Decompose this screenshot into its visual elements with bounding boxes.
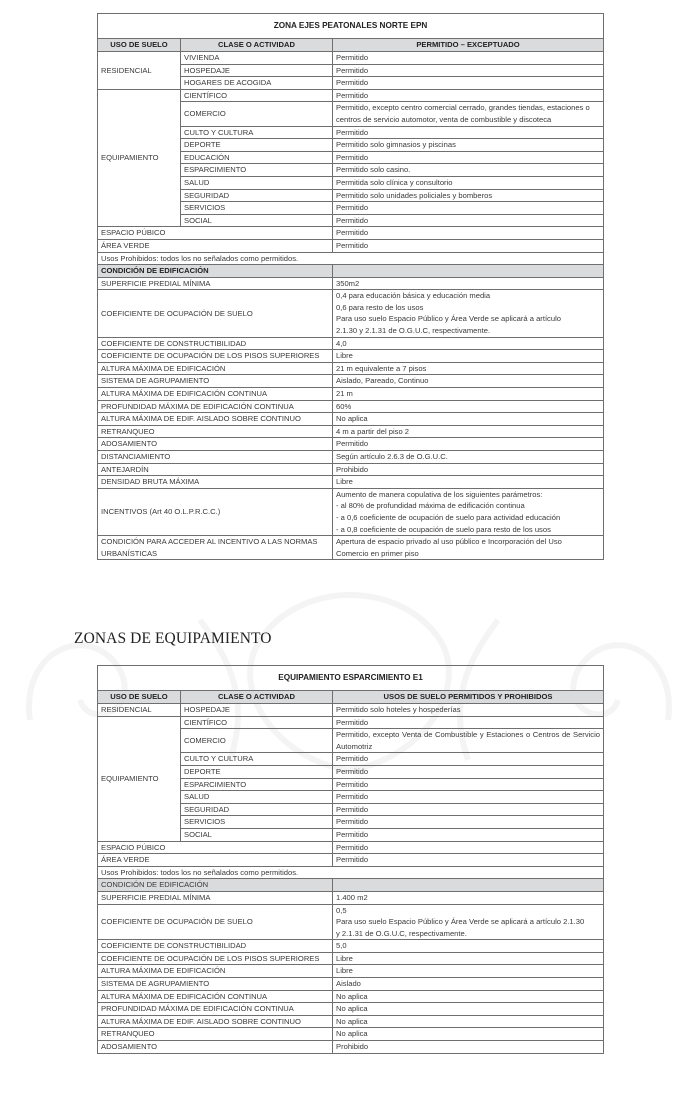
clase-cell: CIENTÍFICO — [181, 89, 333, 102]
table-row — [98, 89, 604, 102]
usos-prohibidos-note: Usos Prohibidos: todos los no señalados como permitidos. — [98, 252, 604, 265]
valor-cell: Permitido — [333, 816, 604, 829]
table-row — [98, 425, 604, 438]
table-row — [98, 476, 604, 489]
table-row — [98, 716, 604, 729]
clase-cell: SERVICIOS — [181, 816, 333, 829]
cond-label: COEFICIENTE DE CONSTRUCTIBILIDAD — [98, 337, 333, 350]
cond-label: ALTURA MÁXIMA DE EDIF. AISLADO SOBRE CONTINUO — [98, 1015, 333, 1028]
valor-cell: Permitido — [333, 791, 604, 804]
table-row — [98, 350, 604, 363]
table-row — [98, 400, 604, 413]
clase-cell: EDUCACIÓN — [181, 151, 333, 164]
clase-cell: DEPORTE — [181, 765, 333, 778]
zoning-table-ejes-peatonales — [97, 13, 604, 560]
valor-cell: Permitido — [333, 89, 604, 102]
valor-cell: Permitido — [333, 214, 604, 227]
cond-value: Libre — [333, 476, 604, 489]
cond-label: DISTANCIAMIENTO — [98, 451, 333, 464]
column-header-clase: CLASE O ACTIVIDAD — [181, 39, 333, 52]
cond-label: INCENTIVOS (Art 40 O.L.P.R.C.C.) — [98, 488, 333, 535]
clase-cell: ESPARCIMIENTO — [181, 778, 333, 791]
valor-cell: Permitido solo gimnasios y piscinas — [333, 139, 604, 152]
cond-label: SUPERFICIE PREDIAL MÍNIMA — [98, 891, 333, 904]
table-row — [98, 978, 604, 991]
table-title: EQUIPAMIENTO ESPARCIMIENTO E1 — [98, 666, 604, 691]
cond-value-line: Aumento de manera copulativa de los siguientes parámetros: — [336, 489, 543, 499]
cond-value-line: Para uso suelo Espacio Público y Área Verde se aplicará a artículo 2.1.30 — [336, 917, 585, 927]
cond-value: No aplica — [333, 1015, 604, 1028]
column-header-usos: USOS DE SUELO PERMITIDOS Y PROHIBIDOS — [333, 691, 604, 704]
cond-value: Prohibido — [333, 1041, 604, 1054]
condicion-header: CONDICIÓN DE EDIFICACIÓN — [98, 265, 333, 278]
cond-value-line: Comercio en primer piso — [336, 548, 419, 558]
cond-value-line: 0,5 — [336, 905, 347, 915]
valor-cell: Permitido solo hoteles y hospederías — [333, 704, 604, 717]
clase-cell: CULTO Y CULTURA — [181, 126, 333, 139]
table-row — [98, 227, 604, 240]
column-header-clase: CLASE O ACTIVIDAD — [181, 691, 333, 704]
valor-cell: Permitido — [333, 202, 604, 215]
cond-label: RETRANQUEO — [98, 425, 333, 438]
valor-cell: Permitido — [333, 753, 604, 766]
cond-value: Permitido — [333, 438, 604, 451]
table-row — [98, 413, 604, 426]
table-row — [98, 463, 604, 476]
cond-value: Según artículo 2.6.3 de O.G.U.C. — [333, 451, 604, 464]
cond-label: SUPERFICIE PREDIAL MÍNIMA — [98, 277, 333, 290]
uso-area-verde: ÁREA VERDE — [98, 854, 333, 867]
clase-cell: SERVICIOS — [181, 202, 333, 215]
clase-cell: SOCIAL — [181, 214, 333, 227]
cond-value — [333, 536, 604, 560]
cond-value: 1.400 m2 — [333, 891, 604, 904]
clase-cell: DEPORTE — [181, 139, 333, 152]
uso-area-verde: ÁREA VERDE — [98, 239, 333, 252]
cond-value: 4 m a partir del piso 2 — [333, 425, 604, 438]
cond-value: No aplica — [333, 413, 604, 426]
cond-label: ALTURA MÁXIMA DE EDIF. AISLADO SOBRE CONTINUO — [98, 413, 333, 426]
cond-value: 21 m — [333, 388, 604, 401]
cond-label: COEFICIENTE DE OCUPACIÓN DE SUELO — [98, 904, 333, 940]
cond-label: RETRANQUEO — [98, 1028, 333, 1041]
cond-value-line: - al 80% de profundidad máxima de edificación continua — [336, 501, 525, 511]
clase-cell: SOCIAL — [181, 828, 333, 841]
clase-cell: VIVIENDA — [181, 52, 333, 65]
zoning-table-esparcimiento-e1 — [97, 665, 604, 1054]
table-row — [98, 362, 604, 375]
clase-cell: HOSPEDAJE — [181, 64, 333, 77]
clase-cell: COMERCIO — [181, 729, 333, 753]
cond-value-line: 2.1.30 y 2.1.31 de O.G.U.C, respectivamente. — [336, 326, 491, 336]
column-header-uso: USO DE SUELO — [98, 691, 181, 704]
uso-espacio-publico: ESPACIO PÚBICO — [98, 841, 333, 854]
table-row — [98, 891, 604, 904]
cond-value: No aplica — [333, 990, 604, 1003]
usos-prohibidos-note: Usos Prohibidos: todos los no señalados como permitidos. — [98, 866, 604, 879]
clase-cell: CULTO Y CULTURA — [181, 753, 333, 766]
valor-cell: Permitido — [333, 239, 604, 252]
valor-cell: Permitido, excepto Venta de Combustible y Estaciones o Centros de Servicio Automotriz — [333, 729, 604, 753]
cond-value-line: - a 0,6 coeficiente de ocupación de suelo para actividad educación — [336, 512, 561, 522]
cond-label-line: CONDICIÓN PARA ACCEDER AL INCENTIVO A LAS NORMAS — [101, 537, 318, 547]
cond-label-line: URBANÍSTICAS — [101, 548, 158, 558]
cond-value-line: - a 0,8 coeficiente de ocupación de suelo para resto de los usos — [336, 524, 551, 534]
uso-residencial: RESIDENCIAL — [98, 52, 181, 90]
valor-cell: Permitido — [333, 227, 604, 240]
uso-equipamiento: EQUIPAMIENTO — [98, 89, 181, 227]
valor-cell: Permitido — [333, 64, 604, 77]
table-row — [98, 940, 604, 953]
valor-cell: Permitido — [333, 77, 604, 90]
clase-cell: SEGURIDAD — [181, 189, 333, 202]
cond-value-line: 0,4 para educación básica y educación media — [336, 291, 491, 301]
cond-value: Prohibido — [333, 463, 604, 476]
cond-value-line: 0,6 para resto de los usos — [336, 302, 424, 312]
table-row — [98, 451, 604, 464]
table-row — [98, 841, 604, 854]
uso-equipamiento: EQUIPAMIENTO — [98, 716, 181, 841]
uso-espacio-publico: ESPACIO PÚBICO — [98, 227, 333, 240]
condicion-header-row — [98, 879, 604, 892]
cond-label: DENSIDAD BRUTA MÁXIMA — [98, 476, 333, 489]
condicion-header-row — [98, 265, 604, 278]
cond-label: ALTURA MÁXIMA DE EDIFICACIÓN — [98, 965, 333, 978]
clase-cell: HOSPEDAJE — [181, 704, 333, 717]
valor-cell: Permitido — [333, 854, 604, 867]
cond-value: Libre — [333, 952, 604, 965]
table-row — [98, 1003, 604, 1016]
valor-cell: Permitido — [333, 778, 604, 791]
valor-cell: Permitido — [333, 126, 604, 139]
cond-label — [98, 536, 333, 560]
cond-label: ANTEJARDÍN — [98, 463, 333, 476]
clase-cell: SALUD — [181, 176, 333, 189]
cond-label: ALTURA MÁXIMA DE EDIFICACIÓN CONTINUA — [98, 990, 333, 1003]
table-row — [98, 904, 604, 940]
cond-value: 5,0 — [333, 940, 604, 953]
table-row — [98, 965, 604, 978]
cond-label: COEFICIENTE DE CONSTRUCTIBILIDAD — [98, 940, 333, 953]
cond-label: ADOSAMIENTO — [98, 438, 333, 451]
cond-value: No aplica — [333, 1003, 604, 1016]
table-row — [98, 252, 604, 265]
table-row — [98, 1015, 604, 1028]
table-row — [98, 52, 604, 65]
uso-residencial: RESIDENCIAL — [98, 704, 181, 717]
table-row — [98, 704, 604, 717]
table-row — [98, 854, 604, 867]
valor-cell: Permitido — [333, 803, 604, 816]
column-header-permitido: PERMITIDO – EXCEPTUADO — [333, 39, 604, 52]
valor-cell: Permitido — [333, 151, 604, 164]
table-row — [98, 952, 604, 965]
table-row — [98, 990, 604, 1003]
cond-value — [333, 488, 604, 535]
condicion-header-empty — [333, 265, 604, 278]
table-row — [98, 239, 604, 252]
valor-cell: Permitido solo unidades policiales y bomberos — [333, 189, 604, 202]
column-header-uso: USO DE SUELO — [98, 39, 181, 52]
cond-label: COEFICIENTE DE OCUPACIÓN DE LOS PISOS SUPERIORES — [98, 350, 333, 363]
clase-cell: COMERCIO — [181, 102, 333, 126]
cond-label: SISTEMA DE AGRUPAMIENTO — [98, 978, 333, 991]
cond-value: 4,0 — [333, 337, 604, 350]
clase-cell: SEGURIDAD — [181, 803, 333, 816]
clase-cell: SALUD — [181, 791, 333, 804]
section-heading: ZONAS DE EQUIPAMIENTO — [74, 630, 272, 647]
cond-value: Libre — [333, 350, 604, 363]
valor-cell: Permitida solo clínica y consultorio — [333, 176, 604, 189]
cond-value: 350m2 — [333, 277, 604, 290]
valor-cell: Permitido solo casino. — [333, 164, 604, 177]
clase-cell: CIENTÍFICO — [181, 716, 333, 729]
table-row — [98, 375, 604, 388]
table-title: ZONA EJES PEATONALES NORTE EPN — [98, 14, 604, 39]
cond-label: ADOSAMIENTO — [98, 1041, 333, 1054]
table-row — [98, 438, 604, 451]
cond-label: SISTEMA DE AGRUPAMIENTO — [98, 375, 333, 388]
table-row — [98, 337, 604, 350]
cond-value — [333, 290, 604, 337]
valor-cell: Permitido, excepto centro comercial cerrado, grandes tiendas, estaciones o centros de servicio automotor, venta de combustible y discoteca — [333, 102, 604, 126]
cond-value: Aislado, Pareado, Continuo — [333, 375, 604, 388]
table-row — [98, 1041, 604, 1054]
cond-label: PROFUNDIDAD MÁXIMA DE EDIFICACIÓN CONTINUA — [98, 400, 333, 413]
valor-cell: Permitido — [333, 52, 604, 65]
table-row — [98, 290, 604, 337]
condicion-header-empty — [333, 879, 604, 892]
cond-value: 21 m equivalente a 7 pisos — [333, 362, 604, 375]
table-row — [98, 866, 604, 879]
cond-value: Aislado — [333, 978, 604, 991]
table-row — [98, 1028, 604, 1041]
cond-value-line: Para uso suelo Espacio Público y Área Verde se aplicará a artículo — [336, 314, 561, 324]
cond-value-line: Apertura de espacio privado al uso público e Incorporación del Uso — [336, 537, 562, 547]
cond-value: 60% — [333, 400, 604, 413]
valor-cell: Permitido — [333, 841, 604, 854]
cond-value: No aplica — [333, 1028, 604, 1041]
clase-cell: ESPARCIMIENTO — [181, 164, 333, 177]
cond-label: COEFICIENTE DE OCUPACIÓN DE SUELO — [98, 290, 333, 337]
cond-value: Libre — [333, 965, 604, 978]
cond-label: PROFUNDIDAD MÁXIMA DE EDIFICACIÓN CONTINUA — [98, 1003, 333, 1016]
valor-cell: Permitido — [333, 828, 604, 841]
cond-label: ALTURA MÁXIMA DE EDIFICACIÓN CONTINUA — [98, 388, 333, 401]
table-row — [98, 488, 604, 535]
table-row — [98, 536, 604, 560]
table-row — [98, 277, 604, 290]
condicion-header: CONDICIÓN DE EDIFICACIÓN — [98, 879, 333, 892]
valor-cell: Permitido — [333, 765, 604, 778]
valor-cell: Permitido — [333, 716, 604, 729]
cond-value — [333, 904, 604, 940]
cond-value-line: y 2.1.31 de O.G.U.C, respectivamente. — [336, 928, 467, 938]
cond-label: COEFICIENTE DE OCUPACIÓN DE LOS PISOS SUPERIORES — [98, 952, 333, 965]
table-row — [98, 388, 604, 401]
clase-cell: HOGARES DE ACOGIDA — [181, 77, 333, 90]
cond-label: ALTURA MÁXIMA DE EDIFICACIÓN — [98, 362, 333, 375]
